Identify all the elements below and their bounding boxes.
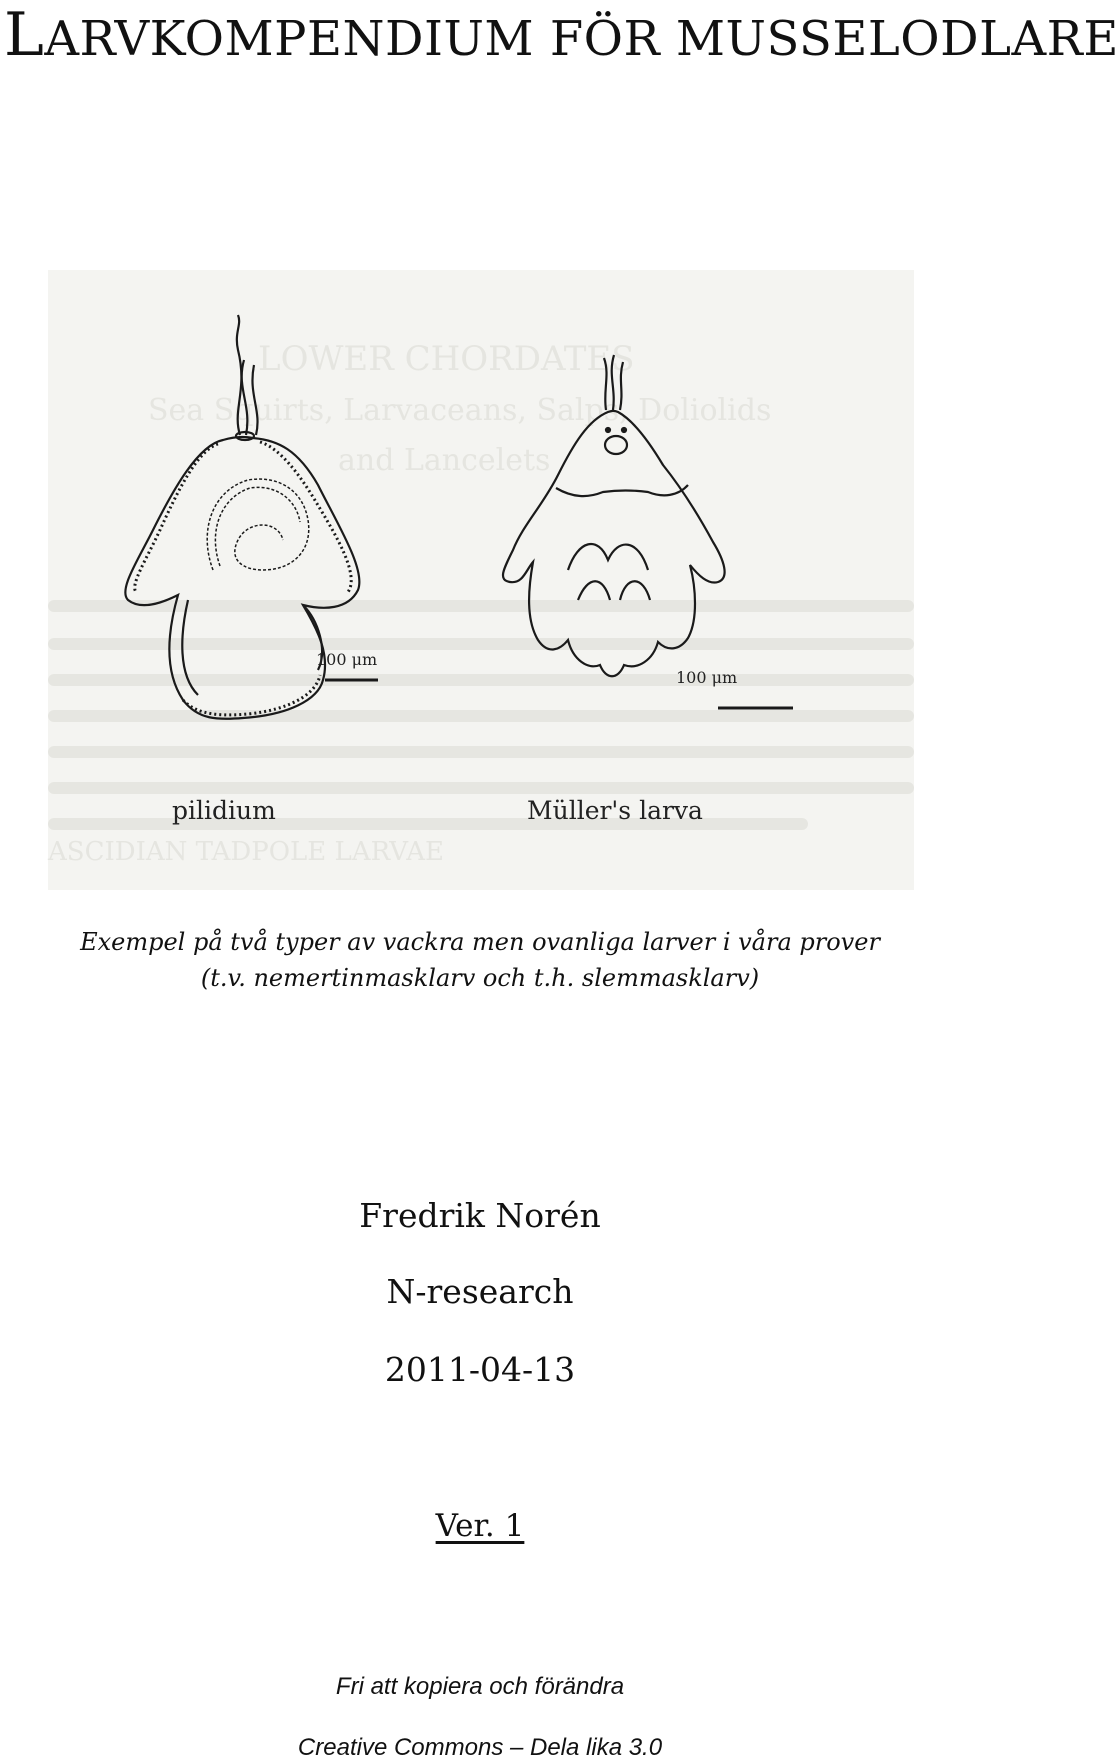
organization: N-research xyxy=(386,1272,574,1311)
larvae-illustration xyxy=(48,270,914,890)
version-label xyxy=(0,1508,960,1544)
faded-heading: LOWER CHORDATES xyxy=(258,339,635,379)
scale-bar-left-label: 100 μm xyxy=(316,650,378,669)
publication-date: 2011-04-13 xyxy=(384,1350,576,1389)
scale-bar-right-label: 100 μm xyxy=(676,668,738,687)
faded-subheading-2: and Lancelets xyxy=(338,443,551,478)
title-rest: ARVKOMPENDIUM FÖR MUSSELODLARE xyxy=(44,11,1119,67)
version-text: Ver. 1 xyxy=(435,1508,525,1544)
pilidium-label: pilidium xyxy=(172,796,276,825)
license-line-1: Fri att kopiera och förändra xyxy=(335,1673,625,1700)
figure-caption-line-1: Exempel på två typer av vackra men ovanliga larver i våra prover xyxy=(80,928,880,956)
title-first-letter: L xyxy=(4,0,45,70)
faded-subheading: Sea Squirts, Larvaceans, Salps, Doliolids xyxy=(148,393,772,428)
muller-larva-label: Müller's larva xyxy=(527,796,703,825)
author-name: Fredrik Norén xyxy=(359,1196,601,1235)
document-title xyxy=(4,0,1119,70)
faded-footer: ASCIDIAN TADPOLE LARVAE xyxy=(48,837,444,867)
license-line-2: Creative Commons – Dela lika 3.0 xyxy=(297,1734,663,1761)
figure-caption-line-2: (t.v. nemertinmasklarv och t.h. slemmasklarv) xyxy=(200,964,760,992)
